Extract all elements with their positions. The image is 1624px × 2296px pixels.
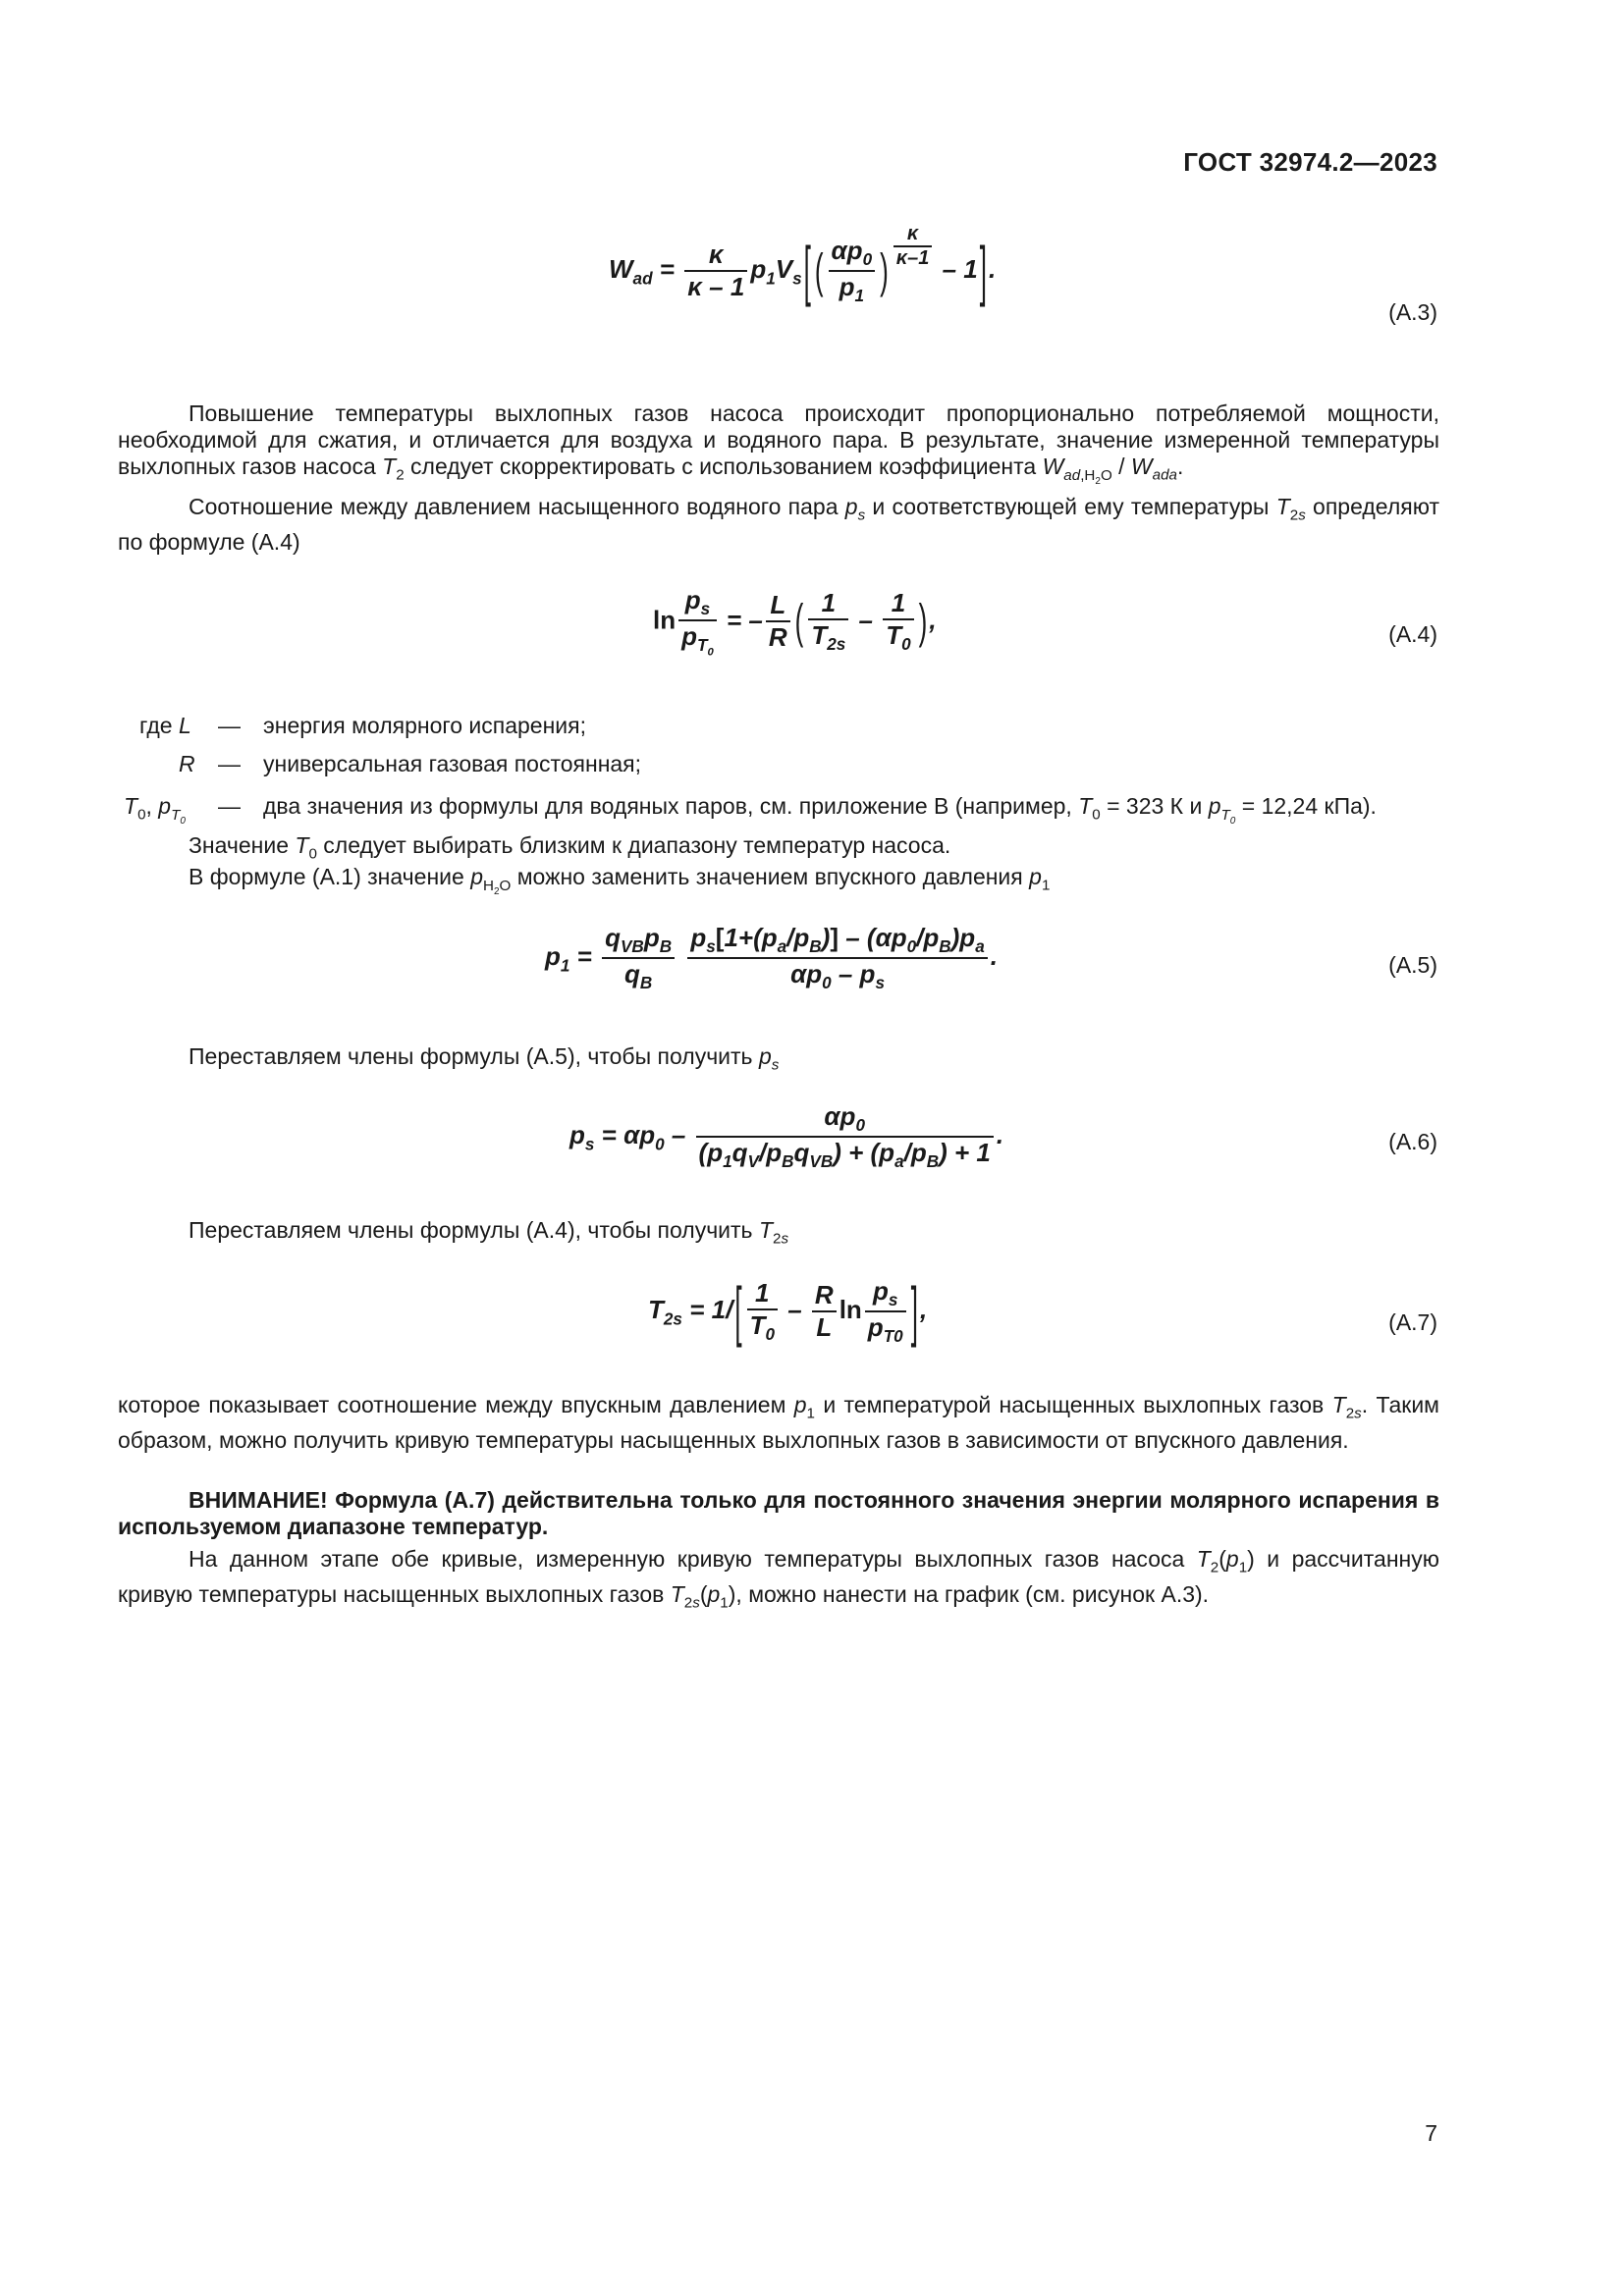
warning-paragraph: ВНИМАНИЕ! Формула (A.7) действительна только для постоянного значения энергии молярного испарения в используемом диапазоне температур. <box>118 1487 1439 1539</box>
paragraph-2: Соотношение между давлением насыщенного водяного пара $p_s$ и соответствующей ему температуры $T_{2s}$ определяют по формуле (A.4) <box>118 494 1439 555</box>
equation-a3: $W_{ad}$ = $\frac{\kappa}{\kappa - 1}$ $p_1V_s$[ ( $\frac{\alpha p_0}{p_1}$ ) $^{\frac{\kappa}{\kappa-1}}$ – 1]. <box>609 222 997 308</box>
line-A1-text-b: можно заменить значением впускного давления <box>511 864 1030 889</box>
equation-a4-label: (A.4) <box>1388 621 1437 647</box>
definition-L: где L <box>139 713 191 738</box>
rearrange-a5-text: Переставляем члены формулы (A.5), чтобы получить <box>189 1043 759 1069</box>
definition-T0-symbol: $T_0$, $p_{T_0}$ <box>124 793 186 827</box>
line-T0-text-b: следует выбирать близким к диапазону температур насоса. <box>316 832 951 858</box>
paragraph-4-text-c: , можно нанести на график (см. рисунок А.3). <box>735 1580 1210 1607</box>
page-number: 7 <box>1425 2120 1437 2146</box>
paragraph-1-text-b: следует скорректировать с использованием коэффициента <box>404 454 1043 479</box>
definition-R-text: универсальная газовая постоянная; <box>263 751 642 776</box>
definition-L-text: энергия молярного испарения; <box>263 713 586 738</box>
paragraph-2-text-a: Соотношение между давлением насыщенного водяного пара <box>189 494 845 519</box>
equation-a7-label: (A.7) <box>1388 1309 1437 1335</box>
definition-R-symbol: R <box>179 751 195 776</box>
equation-a5: $p_1$ = $q_{VB}p_B$ $q_B$ $\frac{p_s[1+(p_a/p_B)] - (\alpha p_0/p_B)p_a}{\alpha p_0 - p_s}$ . <box>545 923 998 993</box>
definition-dash: — <box>218 751 241 776</box>
line-T0: Значение $T_0$ следует выбирать близким к диапазону температур насоса. <box>189 832 951 863</box>
equation-a5-label: (A.5) <box>1388 952 1437 978</box>
equation-a3-label: (A.3) <box>1388 299 1437 325</box>
paragraph-4-text-b: и рассчитанную кривую температуры насыщенных выхлопных газов <box>118 1546 1439 1607</box>
line-A1-text-a: В формуле (A.1) значение <box>189 864 471 889</box>
paragraph-3: которое показывает соотношение между впускным давлением $p_1$ и температурой насыщенных выхлопных газов $T_{2s}$. Таким образом, можно получить кривую температуры насыщенных выхлопных газов в зависимости от впускного давления. <box>118 1392 1439 1453</box>
rearrange-a4: Переставляем члены формулы (A.4), чтобы получить $T_{2s}$ <box>189 1217 789 1248</box>
equation-a6: $p_s = \alpha p_0$ – $\alpha p_0$ $(p_1q_V/p_Bq_{VB}) + (p_a/p_B) + 1$ . <box>569 1101 1004 1172</box>
paragraph-3-text-b: и температурой насыщенных выхлопных газов <box>815 1392 1332 1417</box>
definition-dash: — <box>218 713 241 738</box>
paragraph-3-text-c: . Таким образом, можно получить кривую температуры насыщенных выхлопных газов в зависимости от впускного давления. <box>118 1392 1439 1453</box>
paragraph-1-text-a: Повышение температуры выхлопных газов насоса происходит пропорционально потребляемой мощности, необходимой для сжатия, и отличается для воздуха и водяного пара. В результате, значение измеренной температуры выхлопных газов насоса <box>118 400 1439 479</box>
equation-a7: $T_{2s} = 1/$[ $\frac{1}{T_0}$ – $\frac{R}{L}$ ln $\frac{p_s}{p_{T0}}$ ], <box>648 1271 928 1349</box>
paragraph-2-text-c: определяют по формуле (A.4) <box>118 494 1439 555</box>
paragraph-4-text-a: На данном этапе обе кривые, измеренную кривую температуры выхлопных газов насоса <box>189 1546 1197 1572</box>
paragraph-4: На данном этапе обе кривые, измеренную кривую температуры выхлопных газов насоса $T_2(p_1)$ и рассчитанную кривую температуры насыщенных выхлопных газов $T_{2s}(p_1)$, можно нанести на график (см. рисунок А.3). <box>118 1546 1439 1612</box>
paragraph-1: Повышение температуры выхлопных газов насоса происходит пропорционально потребляемой мощности, необходимой для сжатия, и отличается для воздуха и водяного пара. В результате, значение измеренной температуры выхлопных газов насоса $T_2$ следует скорректировать с использованием коэффициента $W_{ad,H_2O} / W_{ada}$. <box>118 400 1439 487</box>
definition-T0-text-b: = 323 К и <box>1100 793 1209 819</box>
document-header: ГОСТ 32974.2—2023 <box>1183 147 1437 177</box>
definition-dash: — <box>218 793 241 819</box>
line-T0-text-a: Значение <box>189 832 296 858</box>
line-A1: В формуле (A.1) значение $p_{H_2O}$ можно заменить значением впускного давления $p_1$ <box>189 864 1051 897</box>
definition-T0-text-c: = 12,24 кПа). <box>1235 793 1377 819</box>
equation-a6-label: (A.6) <box>1388 1129 1437 1154</box>
rearrange-a5: Переставляем члены формулы (A.5), чтобы получить $p_s$ <box>189 1043 780 1074</box>
definition-T0-text-a: два значения из формулы для водяных паров, см. приложение В (например, <box>263 793 1079 819</box>
paragraph-3-text-a: которое показывает соотношение между впускным давлением <box>118 1392 794 1417</box>
where-prefix: где <box>139 713 173 738</box>
equation-a4: ln $\frac{p_s}{p_{T_0}}$ = – $\frac{L}{R}$ ( $\frac{1}{T_{2s}}$ – $\frac{1}{T_0}$ ), <box>653 585 937 659</box>
rearrange-a4-text: Переставляем члены формулы (A.4), чтобы получить <box>189 1217 759 1243</box>
paragraph-2-text-b: и соответствующей ему температуры <box>865 494 1276 519</box>
definition-T0: два значения из формулы для водяных паров, см. приложение В (например, $T_0 = 323$ К и $p_{T_0} = 12,24$ кПа). <box>263 793 1377 827</box>
